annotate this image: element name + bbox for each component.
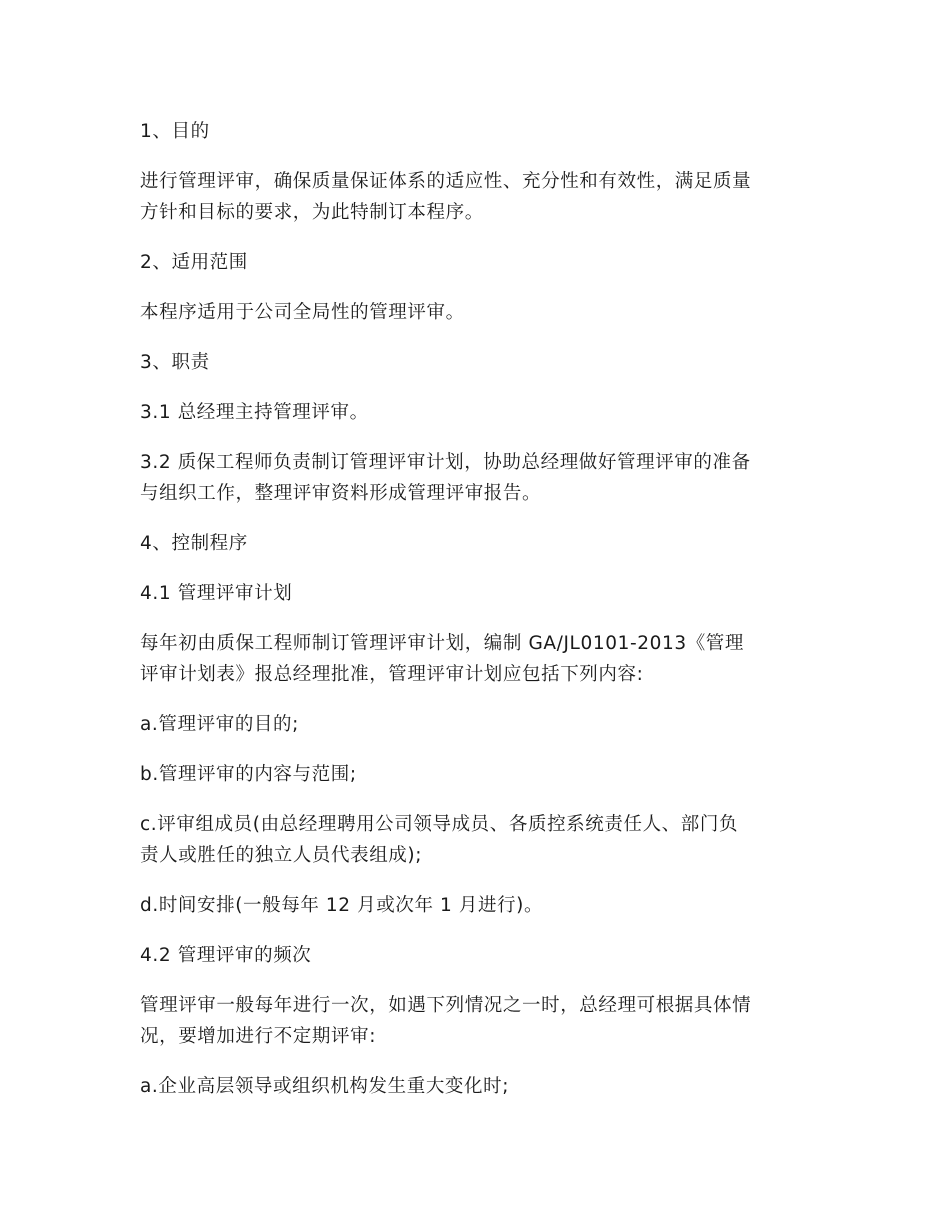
section-heading-responsibilities: 3、职责 [140, 352, 210, 373]
subheading-4-1: 4.1 管理评审计划 [140, 583, 293, 604]
list-item-a-2: a.企业高层领导或组织机构发生重大变化时; [140, 1076, 510, 1097]
section-heading-purpose: 1、目的 [140, 121, 210, 142]
list-item-a: a.管理评审的目的; [140, 714, 299, 735]
subheading-4-2: 4.2 管理评审的频次 [140, 945, 312, 966]
paragraph-4-1: 每年初由质保工程师制订管理评审计划，编制 GA/JL0101-2013《管理 评审计划表》报总经理批准，管理评审计划应包括下列内容: [140, 633, 745, 685]
paragraph-4-2: 管理评审一般每年进行一次，如遇下列情况之一时，总经理可根据具体情 况，要增加进行不定期评审: [140, 995, 752, 1047]
paragraph-purpose: 进行管理评审，确保质量保证体系的适应性、充分性和有效性，满足质量 方针和目标的要求，为此特制订本程序。 [140, 171, 752, 223]
list-item-d: d.时间安排(一般每年 12 月或次年 1 月进行)。 [140, 895, 544, 916]
list-item-c: c.评审组成员(由总经理聘用公司领导成员、各质控系统责任人、部门负 责人或胜任的独立人员代表组成); [140, 814, 739, 866]
list-item-b: b.管理评审的内容与范围; [140, 764, 357, 785]
paragraph-3-1: 3.1 总经理主持管理评审。 [140, 402, 369, 423]
document-body [140, 116, 820, 1121]
section-heading-scope: 2、适用范围 [140, 252, 248, 273]
paragraph-scope: 本程序适用于公司全局性的管理评审。 [140, 302, 465, 323]
section-heading-control-procedure: 4、控制程序 [140, 533, 248, 554]
paragraph-3-2: 3.2 质保工程师负责制订管理评审计划，协助总经理做好管理评审的准备 与组织工作，整理评审资料形成管理评审报告。 [140, 452, 751, 504]
